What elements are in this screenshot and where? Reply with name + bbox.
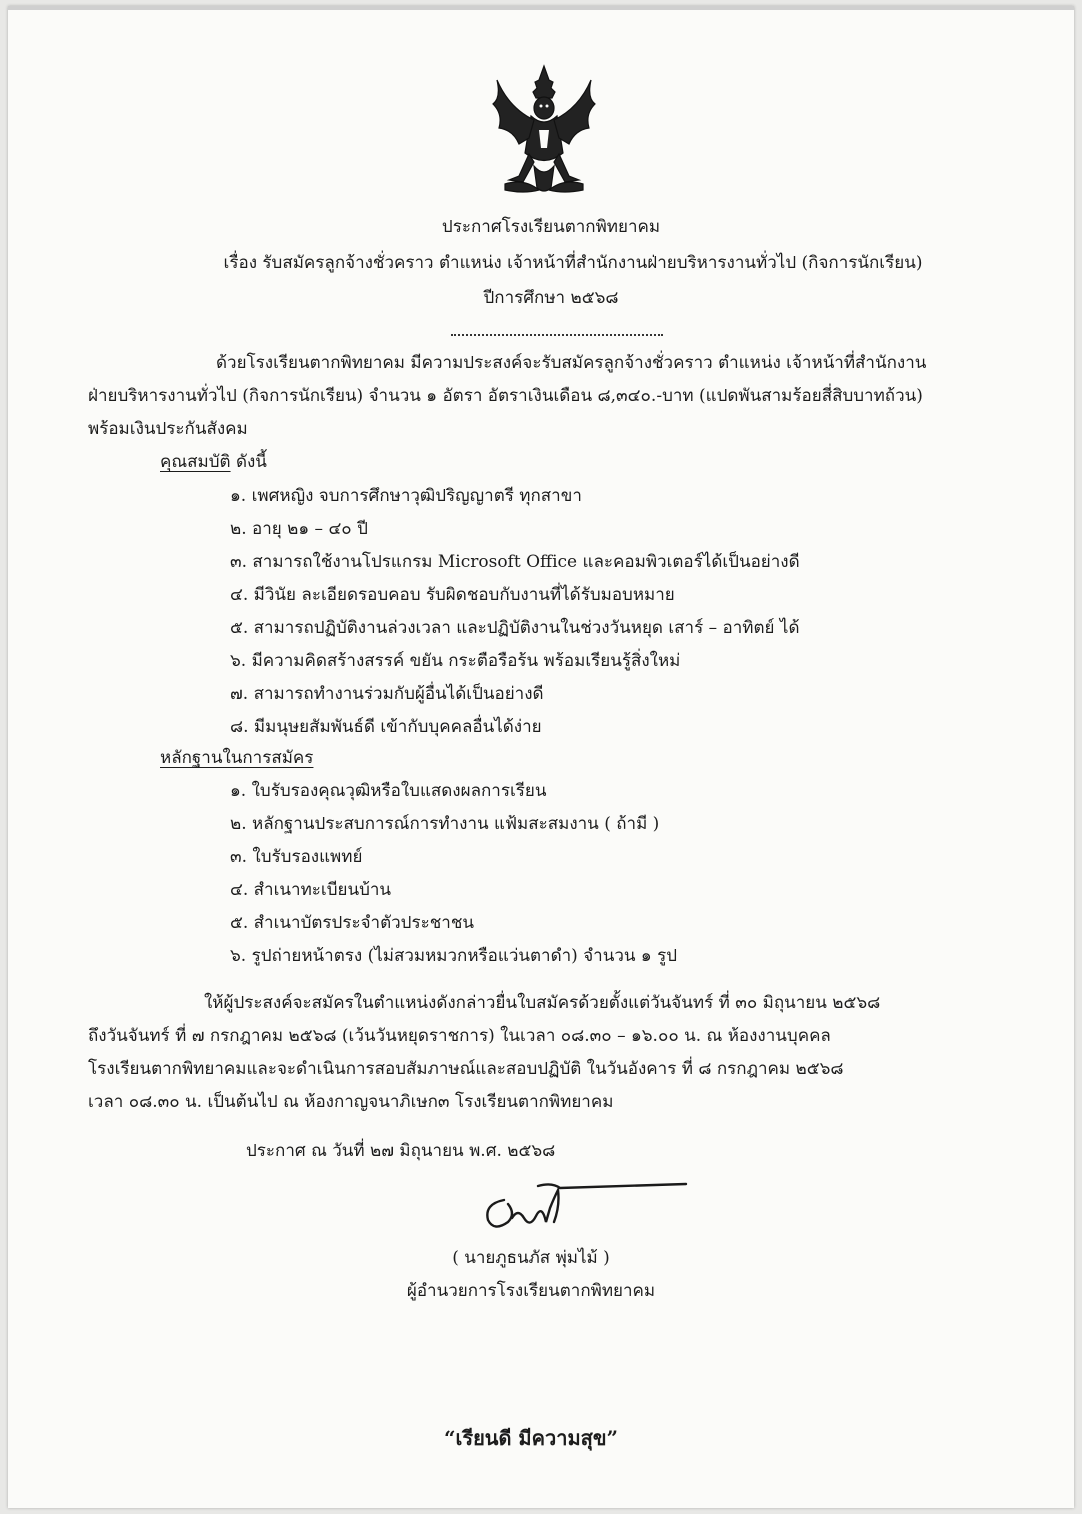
qualifications-heading-suffix: ดังนี้	[230, 452, 267, 472]
qualification-item: ๕. สามารถปฏิบัติงานล่วงเวลา และปฏิบัติงานในช่วงวันหยุด เสาร์ – อาทิตย์ ได้	[230, 618, 800, 638]
signature-icon	[474, 1178, 694, 1238]
intro-line-3: พร้อมเงินประกันสังคม	[88, 419, 248, 439]
application-line-2: ถึงวันจันทร์ ที่ ๗ กรกฎาคม ๒๕๖๘ (เว้นวันหยุดราชการ) ในเวลา ๐๘.๓๐ – ๑๖.๐๐ น. ณ ห้องงานบุคคล	[88, 1026, 831, 1046]
document-item: ๕. สำเนาบัตรประจำตัวประชาชน	[230, 913, 474, 933]
document-item: ๑. ใบรับรองคุณวุฒิหรือใบแสดงผลการเรียน	[230, 781, 547, 801]
document-item: ๒. หลักฐานประสบการณ์การทำงาน แฟ้มสะสมงาน ( ถ้ามี )	[230, 814, 660, 834]
academic-year: ปีการศึกษา ๒๕๖๘	[483, 288, 619, 308]
qualification-item: ๓. สามารถใช้งานโปรแกรม Microsoft Office และคอมพิวเตอร์ได้เป็นอย่างดี	[230, 552, 800, 572]
garuda-emblem-icon	[479, 58, 609, 198]
separator-dots	[451, 334, 663, 336]
qualification-item: ๘. มีมนุษยสัมพันธ์ดี เข้ากับบุคคลอื่นได้ง่าย	[230, 717, 542, 737]
intro-line-2: ฝ่ายบริหารงานทั่วไป (กิจการนักเรียน) จำนวน ๑ อัตรา อัตราเงินเดือน ๘,๓๔๐.-บาท (แปดพันสามร้อยสี่สิบบาทถ้วน)	[88, 386, 923, 406]
document-page	[8, 6, 1074, 1508]
application-line-3: โรงเรียนตากพิทยาคมและจะดำเนินการสอบสัมภาษณ์และสอบปฏิบัติ ในวันอังคาร ที่ ๘ กรกฎาคม ๒๕๖๘	[88, 1059, 844, 1079]
document-item: ๖. รูปถ่ายหน้าตรง (ไม่สวมหมวกหรือแว่นตาดำ) จำนวน ๑ รูป	[230, 946, 678, 966]
qualifications-heading	[160, 451, 267, 473]
qualification-item: ๒. อายุ ๒๑ – ๔๐ ปี	[230, 519, 368, 539]
signatory-name: ( นายภูธนภัส พุ่มไม้ )	[452, 1248, 610, 1268]
intro-line-1: ด้วยโรงเรียนตากพิทยาคม มีความประสงค์จะรับสมัครลูกจ้างชั่วคราว ตำแหน่ง เจ้าหน้าที่สำนักงาน	[216, 353, 927, 373]
application-line-1: ให้ผู้ประสงค์จะสมัครในตำแหน่งดังกล่าวยื่นใบสมัครด้วยตั้งแต่วันจันทร์ ที่ ๓๐ มิถุนายน ๒๕๖๘	[204, 993, 881, 1013]
qualification-item: ๔. มีวินัย ละเอียดรอบคอบ รับผิดชอบกับงานที่ได้รับมอบหมาย	[230, 585, 675, 605]
announce-date: ประกาศ ณ วันที่ ๒๗ มิถุนายน พ.ศ. ๒๕๖๘	[246, 1141, 556, 1161]
announcement-title: ประกาศโรงเรียนตากพิทยาคม	[441, 217, 661, 237]
qualification-item: ๖. มีความคิดสร้างสรรค์ ขยัน กระตือรือร้น พร้อมเรียนรู้สิ่งใหม่	[230, 651, 681, 671]
qualification-item: ๗. สามารถทำงานร่วมกับผู้อื่นได้เป็นอย่างดี	[230, 684, 544, 704]
document-item: ๔. สำเนาทะเบียนบ้าน	[230, 880, 392, 900]
announcement-subject: เรื่อง รับสมัครลูกจ้างชั่วคราว ตำแหน่ง เจ้าหน้าที่สำนักงานฝ่ายบริหารงานทั่วไป (กิจการนักเรียน)	[223, 253, 923, 273]
document-item: ๓. ใบรับรองแพทย์	[230, 847, 363, 867]
signatory-position: ผู้อำนวยการโรงเรียนตากพิทยาคม	[406, 1281, 656, 1301]
qualifications-heading-label: คุณสมบัติ	[160, 452, 231, 472]
qualification-item: ๑. เพศหญิง จบการศึกษาวุฒิปริญญาตรี ทุกสาขา	[230, 486, 582, 506]
documents-heading: หลักฐานในการสมัคร	[160, 748, 314, 768]
school-slogan: “เรียนดี มีความสุข”	[443, 1426, 619, 1450]
scan-edge	[8, 6, 1074, 10]
application-line-4: เวลา ๐๘.๓๐ น. เป็นต้นไป ณ ห้องกาญจนาภิเษก๓ โรงเรียนตากพิทยาคม	[88, 1092, 614, 1112]
